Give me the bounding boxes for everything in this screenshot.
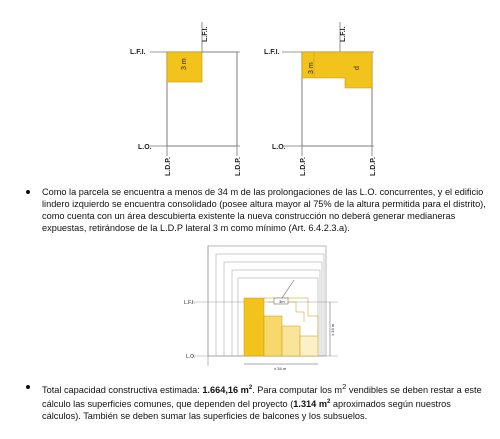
paragraph-setback: Como la parcela se encuentra a menos de 34 m de las prolongaciones de las L.O. concurrentes, y el edificio lindero izquierdo se encuentra consolidado (posee altura mayor al 75% de la altura permitida para el distrito), como cuenta con un área descubierta existente la nueva construcción no deberá generar medianeras expuestas, retirándose de la L.D.P lateral 3 m como mínimo (Art. 6.4.2.3.a).: [42, 187, 486, 233]
sellable-area-value: 1.314 $m^2$: [293, 399, 331, 410]
label-ldp-left: L.D.P.: [300, 157, 307, 176]
parcel-diagram-left: [130, 18, 260, 178]
label-3m: 3m: [279, 299, 285, 304]
label-lfi-top: L.F.I.: [340, 26, 347, 42]
label-lo: L.O.: [138, 144, 152, 151]
label-lfi-left: L.F.I.: [130, 49, 146, 56]
label-lfi: L.F.I.: [184, 300, 195, 306]
label-ldp-right: L.D.P.: [370, 157, 377, 176]
bullet: [26, 190, 30, 194]
label-ldp-right: L.D.P.: [235, 157, 242, 176]
label-lo: L.O.: [186, 354, 196, 360]
parcel-diagram-right: [262, 18, 392, 178]
label-dim-side: ± 34 m: [330, 323, 335, 336]
paragraph-capacity: Total capacidad constructiva estimada: 1.664,16 $m^2$. Para computar los $m^2$ vendibles se deben restar a este cálculo las superficies comunes, que dependen del proyecto (1.314 $m^2$ aproximados según nuestros cálculos). También se deben sumar las superficies de balcones y los subsuelos.: [42, 382, 482, 422]
label-lfi-left: L.F.I.: [264, 49, 280, 56]
label-ldp-left: L.D.P.: [165, 157, 172, 176]
label-lfi-top: L.F.I.: [202, 26, 209, 42]
label-d: d: [354, 66, 361, 70]
bullet: [26, 385, 30, 389]
label-dim-bottom: ± 34 m: [274, 366, 287, 371]
label-lo: L.O.: [272, 144, 286, 151]
volume-diagram: [178, 236, 348, 376]
label-3m: 3 m: [308, 62, 315, 74]
label-3m: 3 m: [181, 58, 188, 70]
total-capacity-value: 1.664,16 $m^2$: [202, 385, 253, 396]
